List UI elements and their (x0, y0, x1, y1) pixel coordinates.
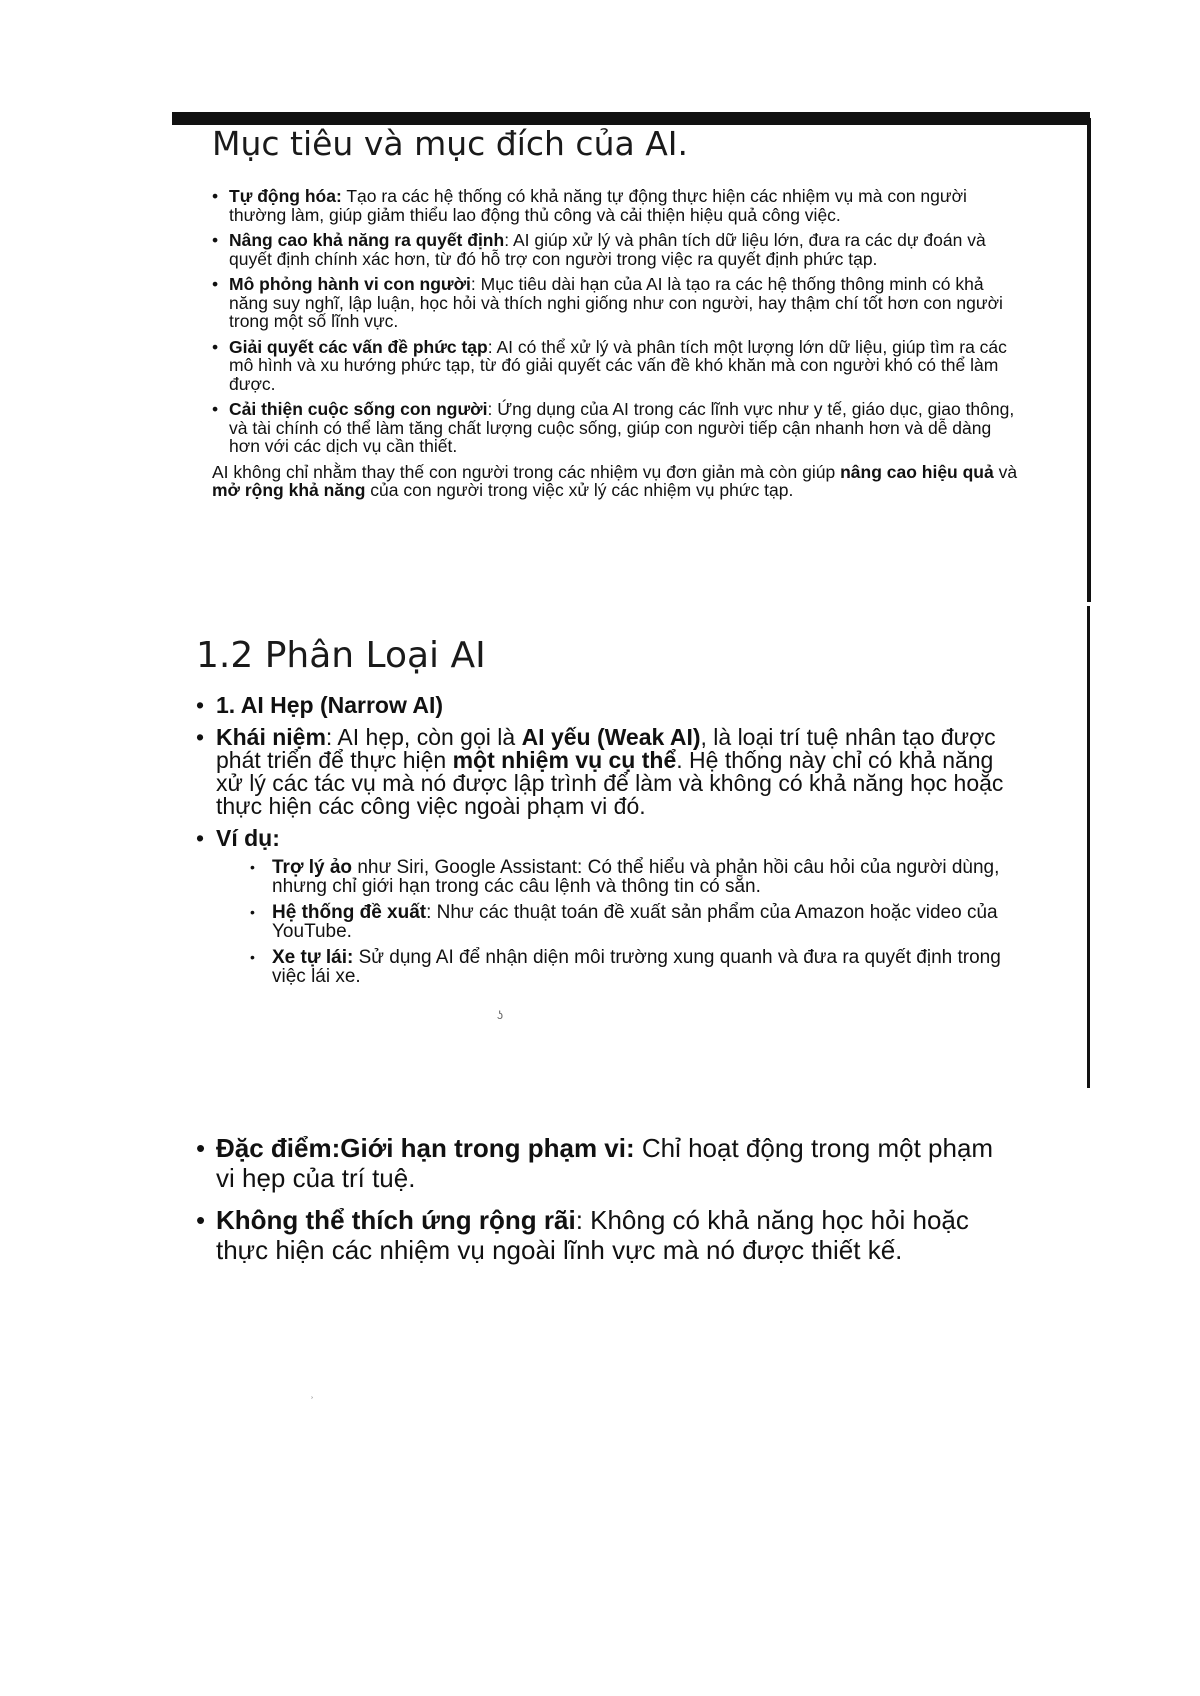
slide-right-border-2 (1087, 606, 1090, 1088)
list-item: • Hệ thống đề xuất: Như các thuật toán đề xuất sản phẩm của Amazon hoặc video của YouTube. (250, 903, 1016, 941)
list-item-examples: • Ví dụ: • Trợ lý ảo như Siri, Google Assistant: Có thể hiểu và phản hồi câu hỏi của người dùng, nhưng chỉ giới hạn trong các câu lệnh và thông tin có sẵn. • Hệ thống đề xuất: Như các thuật toán đề xuất sản phẩm của Amazon hoặc video của YouTube. • Xe tự lái: Sử dụng AI để nhận diện môi trường xung quanh và đưa ra quyết định trong việc lái xe. (196, 827, 1016, 986)
list-item: • Xe tự lái: Sử dụng AI để nhận diện môi trường xung quanh và đưa ra quyết định trong việc lái xe. (250, 948, 1016, 986)
stray-mark: ʾ (310, 1394, 314, 1408)
list-item: • Đặc điểm:Giới hạn trong phạm vi: Chỉ hoạt động trong một phạm vi hẹp của trí tuệ. (196, 1133, 1016, 1193)
section-title-goals: Mục tiêu và mục đích của AI. (212, 124, 689, 163)
section-title-classification: 1.2 Phân Loại AI (196, 635, 486, 676)
goals-section (212, 187, 1022, 500)
list-item-heading: • 1. AI Hẹp (Narrow AI) (196, 694, 1016, 717)
slide-right-border (1087, 118, 1091, 602)
summary-paragraph: AI không chỉ nhằm thay thế con người trong các nhiệm vụ đơn giản mà còn giúp nâng cao hiệu quả và mở rộng khả năng của con người trong việc xử lý các nhiệm vụ phức tạp. (212, 461, 1018, 500)
list-item: • Trợ lý ảo như Siri, Google Assistant: Có thể hiểu và phản hồi câu hỏi của người dùng, nhưng chỉ giới hạn trong các câu lệnh và thông tin có sẵn. (250, 858, 1016, 896)
characteristics-section (196, 1133, 1016, 1277)
list-item: • Mô phỏng hành vi con người: Mục tiêu dài hạn của AI là tạo ra các hệ thống thông minh có khả năng suy nghĩ, lập luận, học hỏi và thích nghi giống như con người, hay thậm chí tốt hơn con người trong một số lĩnh vực. (212, 275, 1022, 331)
examples-list (216, 858, 1016, 986)
list-item: • Tự động hóa: Tạo ra các hệ thống có khả năng tự động thực hiện các nhiệm vụ mà con người thường làm, giúp giảm thiểu lao động thủ công và cải thiện hiệu quả công việc. (212, 187, 1022, 224)
list-item: • Giải quyết các vấn đề phức tạp: AI có thể xử lý và phân tích một lượng lớn dữ liệu, giúp tìm ra các mô hình và xu hướng phức tạp, từ đó giải quyết các vấn đề khó khăn mà con người khó có thể làm được. (212, 338, 1022, 394)
list-item: • Nâng cao khả năng ra quyết định: AI giúp xử lý và phân tích dữ liệu lớn, đưa ra các dự đoán và quyết định chính xác hơn, từ đó hỗ trợ con người trong việc ra quyết định phức tạp. (212, 231, 1022, 268)
list-item: • Không thể thích ứng rộng rãi: Không có khả năng học hỏi hoặc thực hiện các nhiệm vụ ngoài lĩnh vực mà nó được thiết kế. (196, 1205, 1016, 1265)
narrow-ai-section (196, 694, 1016, 995)
list-item: • Cải thiện cuộc sống con người: Ứng dụng của AI trong các lĩnh vực như y tế, giáo dục, giao thông, và tài chính có thể làm tăng chất lượng cuộc sống, giúp con người tiếp cận nhanh hơn và dễ dàng hơn với các dịch vụ cần thiết. (212, 400, 1022, 456)
list-item-concept: • Khái niệm: AI hẹp, còn gọi là AI yếu (Weak AI), là loại trí tuệ nhân tạo được phát triển để thực hiện một nhiệm vụ cụ thể. Hệ thống này chỉ có khả năng xử lý các tác vụ mà nó được lập trình để làm và không có khả năng học hoặc thực hiện các công việc ngoài phạm vi đó. (196, 726, 1016, 818)
cursor-mark: ʖ (497, 1008, 503, 1022)
